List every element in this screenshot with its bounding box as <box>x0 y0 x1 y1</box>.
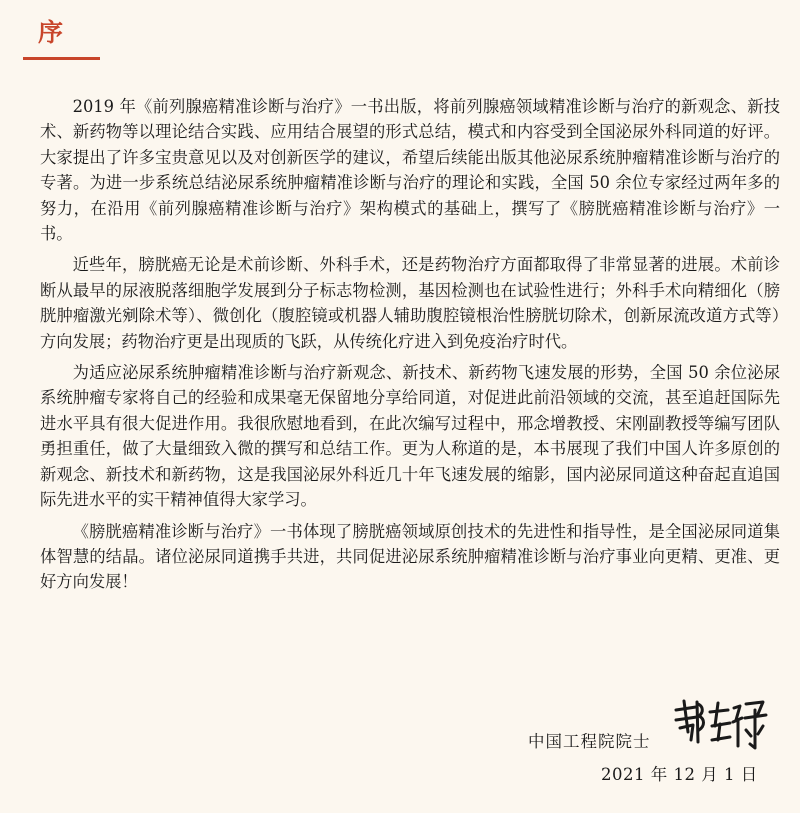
handwritten-signature <box>670 696 770 754</box>
signer-title: 中国工程院院士 <box>528 732 651 751</box>
paragraph-2: 近些年，膀胱癌无论是术前诊断、外科手术，还是药物治疗方面都取得了非常显著的进展。术前诊断从最早的尿液脱落细胞学发展到分子标志物检测，基因检测也在试验性进行；外科手术向精细化（膀胱肿瘤激光剜除术等）、微创化（腹腔镜或机器人辅助腹腔镜根治性膀胱切除术，创新尿流改道方式等）方向发展；药物治疗更是出现质的飞跃，从传统化疗进入到免疫治疗时代。 <box>40 255 780 351</box>
heading-underline <box>23 57 100 60</box>
section-heading: 序 <box>38 18 66 47</box>
paragraph-3: 为适应泌尿系统肿瘤精准诊断与治疗新观念、新技术、新药物飞速发展的形势，全国 50 余位泌尿系统肿瘤专家将自己的经验和成果毫无保留地分享给同道，对促进此前沿领域的交流，甚至追赶国际先进水平具有很大促进作用。我很欣慰地看到，在此次编写过程中，邢念增教授、宋刚副教授等编写团队勇担重任，做了大量细致入微的撰写和总结工作。更为人称道的是，本书展现了我们中国人许多原创的新观念、新技术和新药物，这是我国泌尿外科近几十年飞速发展的缩影，国内泌尿同道这种奋起直追国际先进水平的实干精神值得大家学习。 <box>40 363 780 510</box>
preface-body <box>40 94 780 601</box>
signature-date: 2021 年 12 月 1 日 <box>601 765 758 784</box>
paragraph-1: 2019 年《前列腺癌精准诊断与治疗》一书出版，将前列腺癌领域精准诊断与治疗的新观念、新技术、新药物等以理论结合实践、应用结合展望的形式总结，模式和内容受到全国泌尿外科同道的好评。大家提出了许多宝贵意见以及对创新医学的建议，希望后续能出版其他泌尿系统肿瘤精准诊断与治疗的专著。为进一步系统总结泌尿系统肿瘤精准诊断与治疗的理论和实践，全国 50 余位专家经过两年多的努力，在沿用《前列腺癌精准诊断与治疗》架构模式的基础上，撰写了《膀胱癌精准诊断与治疗》一书。 <box>40 97 780 244</box>
paragraph-4: 《膀胱癌精准诊断与治疗》一书体现了膀胱癌领域原创技术的先进性和指导性，是全国泌尿同道集体智慧的结晶。诸位泌尿同道携手共进，共同促进泌尿系统肿瘤精准诊断与治疗事业向更精、更准、更好方向发展！ <box>40 521 780 592</box>
